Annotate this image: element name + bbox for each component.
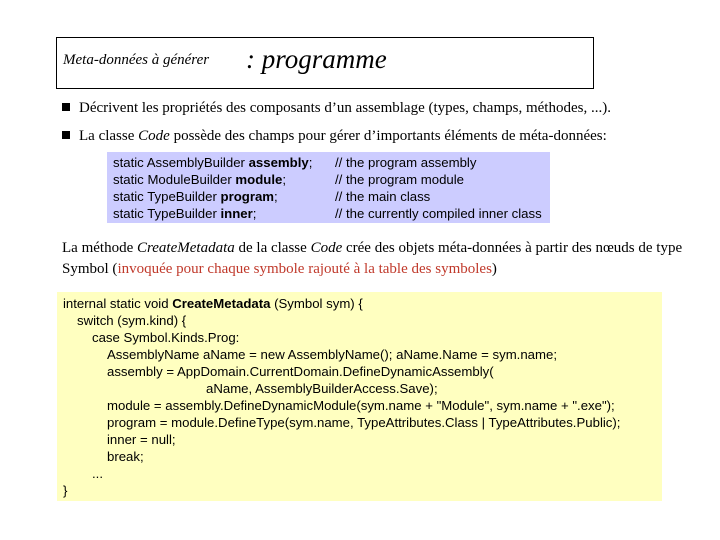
field-comment: // the currently compiled inner class bbox=[335, 206, 542, 221]
title-main: : programme bbox=[246, 44, 387, 74]
para-text: La méthode bbox=[62, 240, 137, 256]
field-row bbox=[113, 155, 477, 172]
field-sep: ; bbox=[252, 206, 257, 221]
field-comment: // the program assembly bbox=[335, 155, 477, 170]
code-line: } bbox=[63, 483, 68, 498]
field-sep: ; bbox=[274, 189, 278, 204]
method-name-bold: CreateMetadata bbox=[172, 296, 271, 311]
code-line: module = assembly.DefineDynamicModule(sym.name + "Module", sym.name + ".exe"); bbox=[107, 398, 615, 413]
field-type: static AssemblyBuilder bbox=[113, 155, 249, 170]
field-type: static TypeBuilder bbox=[113, 206, 221, 221]
code-line: switch (sym.kind) { bbox=[77, 313, 187, 328]
para-text: crée des objets méta-données à partir des nœuds de type Symbol ( bbox=[62, 240, 683, 277]
code-text: (Symbol sym) { bbox=[270, 296, 363, 311]
create-metadata-code-box bbox=[57, 292, 662, 501]
para-text: de la classe bbox=[234, 240, 311, 256]
field-sep: ; bbox=[282, 172, 286, 187]
code-line: break; bbox=[107, 449, 144, 464]
title-prefix: Meta-données à générer bbox=[63, 52, 210, 68]
code-line: AssemblyName aName = new AssemblyName(); aName.Name = sym.name; bbox=[107, 347, 557, 362]
bullet-text-post: possède des champs pour gérer d’importants éléments de méta-données: bbox=[169, 128, 607, 144]
code-text: internal static void bbox=[63, 296, 173, 311]
code-line bbox=[63, 296, 363, 311]
class-name: Code bbox=[310, 240, 343, 256]
class-name-code: Code bbox=[138, 128, 170, 144]
bullet-item bbox=[62, 100, 611, 117]
field-row bbox=[113, 206, 542, 223]
description-paragraph bbox=[62, 238, 712, 280]
code-line: program = module.DefineType(sym.name, TypeAttributes.Class | TypeAttributes.Public); bbox=[107, 415, 621, 430]
bullet-item bbox=[62, 128, 607, 145]
code-line: assembly = AppDomain.CurrentDomain.DefineDynamicAssembly( bbox=[107, 364, 494, 379]
field-name: assembly bbox=[248, 155, 309, 170]
field-comment: // the program module bbox=[335, 172, 465, 187]
field-row bbox=[113, 189, 431, 206]
code-line: aName, AssemblyBuilderAccess.Save); bbox=[206, 381, 438, 396]
field-type: static ModuleBuilder bbox=[113, 172, 236, 187]
bullet-text: Décrivent les propriétés des composants d’un assemblage (types, champs, méthodes, ...). bbox=[79, 100, 611, 116]
code-line: inner = null; bbox=[107, 432, 176, 447]
para-text: ) bbox=[491, 261, 497, 277]
field-row bbox=[113, 172, 465, 189]
method-name: CreateMetadata bbox=[136, 240, 235, 256]
square-bullet-icon bbox=[62, 103, 70, 111]
slide-title-box bbox=[56, 37, 594, 89]
field-name: module bbox=[235, 172, 283, 187]
code-line: case Symbol.Kinds.Prog: bbox=[92, 330, 240, 345]
code-line: ... bbox=[92, 466, 103, 481]
fields-code-box bbox=[107, 152, 550, 223]
field-type: static TypeBuilder bbox=[113, 189, 221, 204]
field-comment: // the main class bbox=[335, 189, 431, 204]
square-bullet-icon bbox=[62, 131, 70, 139]
field-name: inner bbox=[220, 206, 253, 221]
field-name: program bbox=[220, 189, 275, 204]
field-sep: ; bbox=[308, 155, 313, 170]
highlight-note: invoquée pour chaque symbole rajouté à la table des symboles bbox=[117, 261, 492, 277]
bullet-text-pre: La classe bbox=[79, 128, 139, 144]
